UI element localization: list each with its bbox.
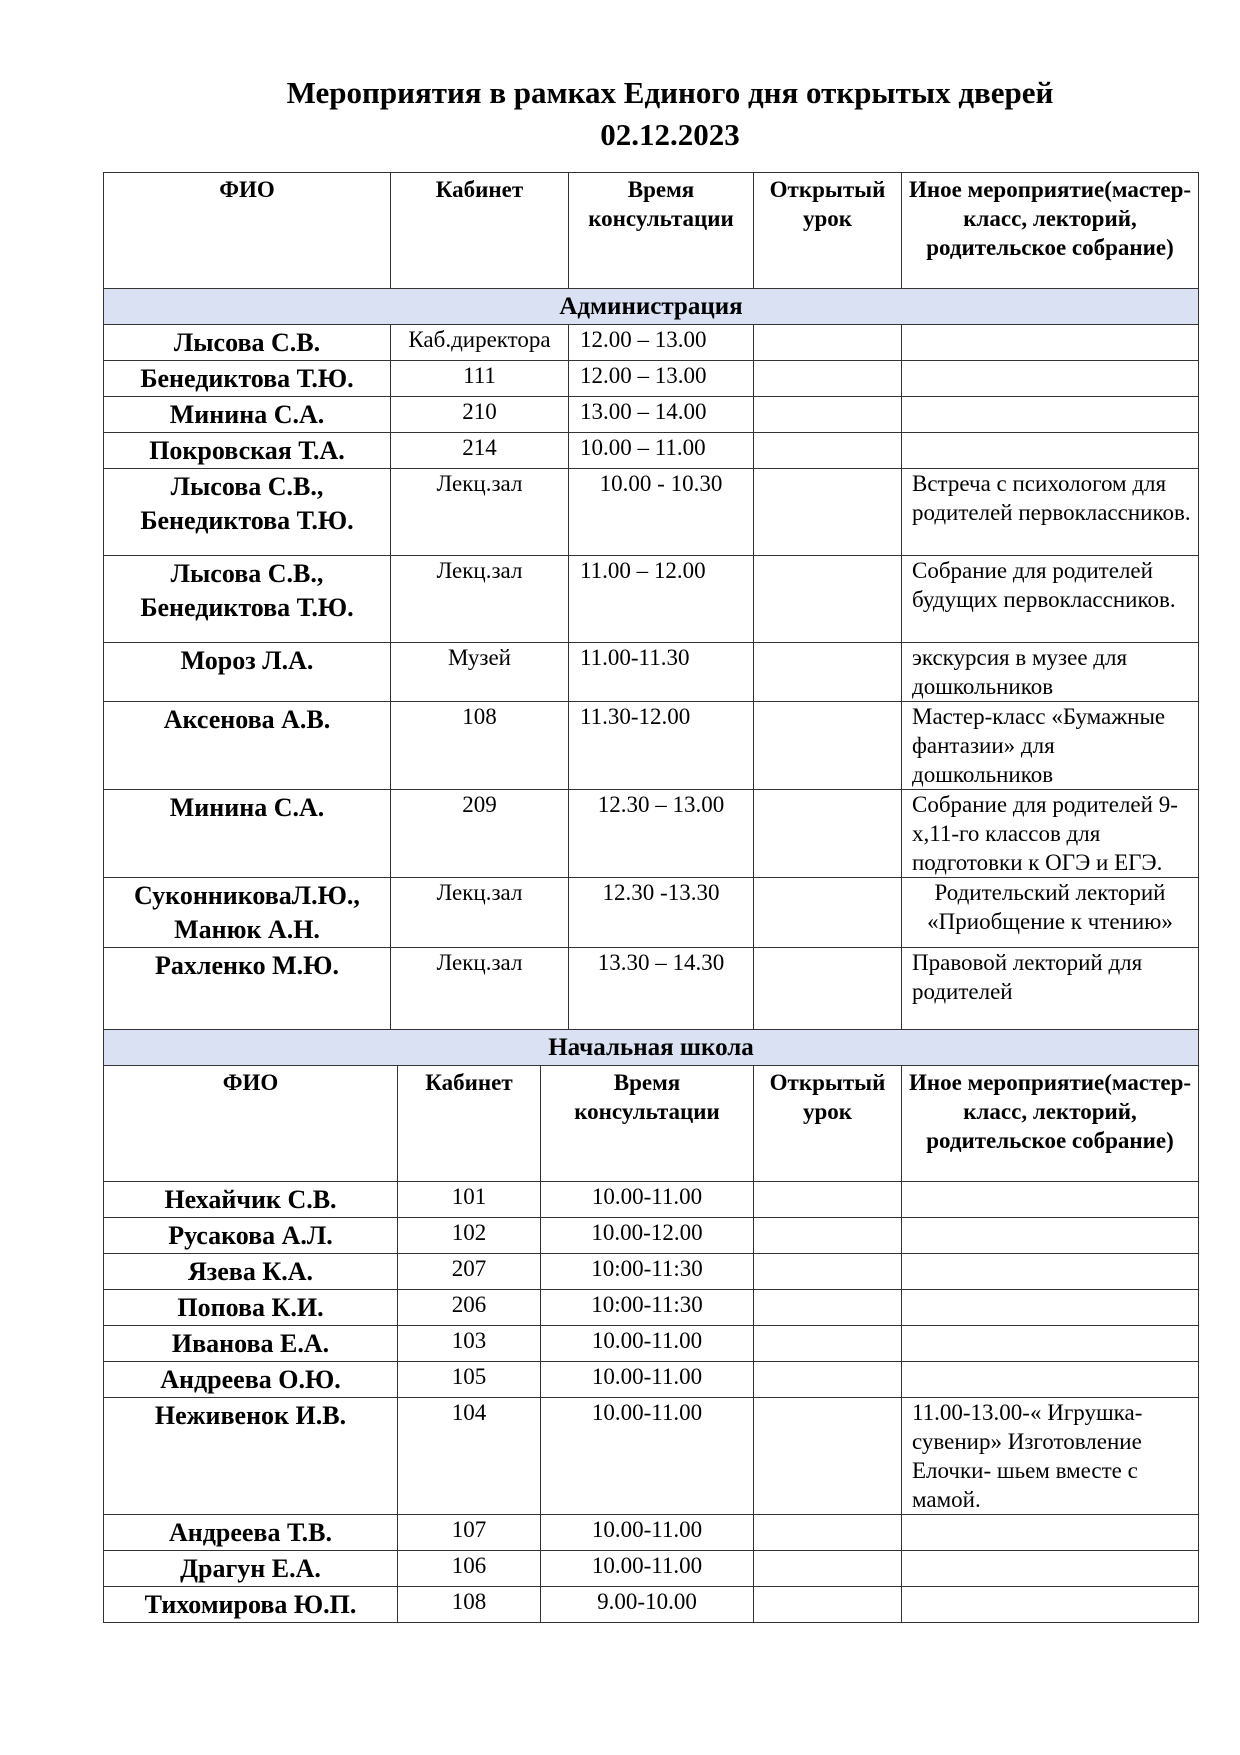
fio-cell: Русакова А.Л. <box>104 1218 398 1254</box>
event-cell <box>902 397 1199 433</box>
fio-cell: Язева К.А. <box>104 1254 398 1290</box>
room-cell: Лекц.зал <box>391 878 569 948</box>
table-row <box>104 397 1199 433</box>
event-cell <box>902 1290 1199 1326</box>
room-cell: Лекц.зал <box>391 556 569 643</box>
event-cell: Правовой лекторий для родителей <box>902 948 1199 1040</box>
time-cell: 10.00-11.00 <box>541 1398 754 1515</box>
title-line-1: Мероприятия в рамках Единого дня открытых дверей <box>286 75 1054 110</box>
fio-cell: Лысова С.В. <box>104 325 391 361</box>
table-row <box>104 1290 1199 1326</box>
section-title-admin: Администрация <box>104 289 1199 325</box>
room-cell: 207 <box>398 1254 541 1290</box>
fio-cell: Рахленко М.Ю. <box>104 948 391 1040</box>
table-row <box>104 1398 1199 1515</box>
event-cell <box>902 361 1199 397</box>
primary-table <box>103 1029 1199 1623</box>
fio-cell: Иванова Е.А. <box>104 1326 398 1362</box>
header-other-event: Иное мероприятие(мастер-класс, лекторий, родительское собрание) <box>902 1066 1199 1182</box>
open-lesson-cell <box>754 1182 902 1218</box>
time-cell: 12.30 -13.30 <box>569 878 754 948</box>
room-cell: 102 <box>398 1218 541 1254</box>
table-row <box>104 1182 1199 1218</box>
time-cell: 10.00-11.00 <box>541 1326 754 1362</box>
open-lesson-cell <box>754 643 902 702</box>
table-row <box>104 1551 1199 1587</box>
room-cell: Каб.директора <box>391 325 569 361</box>
table-row <box>104 878 1199 948</box>
event-cell: Собрание для родителей 9-х,11-го классов для подготовки к ОГЭ и ЕГЭ. <box>902 790 1199 878</box>
room-cell: 210 <box>391 397 569 433</box>
open-lesson-cell <box>754 1218 902 1254</box>
time-cell: 11.00-11.30 <box>569 643 754 702</box>
event-cell <box>902 1515 1199 1551</box>
open-lesson-cell <box>754 1290 902 1326</box>
fio-cell: Андреева Т.В. <box>104 1515 398 1551</box>
table-row <box>104 433 1199 469</box>
fio-cell: Драгун Е.А. <box>104 1551 398 1587</box>
fio-cell: СуконниковаЛ.Ю., Манюк А.Н. <box>104 878 391 948</box>
page-title <box>0 72 1240 156</box>
time-cell: 10:00-11:30 <box>541 1290 754 1326</box>
table-row <box>104 1254 1199 1290</box>
table-row <box>104 643 1199 702</box>
event-cell: Встреча с психологом для родителей первоклассников. <box>902 469 1199 556</box>
admin-rows <box>104 325 1199 1040</box>
open-lesson-cell <box>754 702 902 790</box>
table-row <box>104 1362 1199 1398</box>
time-cell: 12.00 – 13.00 <box>569 325 754 361</box>
header-other-event: Иное мероприятие(мастер-класс, лекторий, родительское собрание) <box>902 173 1199 289</box>
room-cell: 209 <box>391 790 569 878</box>
table-header-row <box>104 1066 1199 1182</box>
time-cell: 13.30 – 14.30 <box>569 948 754 1040</box>
open-lesson-cell <box>754 469 902 556</box>
open-lesson-cell <box>754 948 902 1040</box>
open-lesson-cell <box>754 1515 902 1551</box>
time-cell: 10.00 - 10.30 <box>569 469 754 556</box>
header-open-lesson: Открытый урок <box>754 1066 902 1182</box>
header-time: Время консультации <box>541 1066 754 1182</box>
room-cell: 108 <box>391 702 569 790</box>
table-row <box>104 1218 1199 1254</box>
room-cell: 106 <box>398 1551 541 1587</box>
open-lesson-cell <box>754 1551 902 1587</box>
primary-rows <box>104 1182 1199 1623</box>
open-lesson-cell <box>754 1398 902 1515</box>
room-cell: 103 <box>398 1326 541 1362</box>
room-cell: 111 <box>391 361 569 397</box>
event-cell <box>902 325 1199 361</box>
open-lesson-cell <box>754 878 902 948</box>
header-room: Кабинет <box>398 1066 541 1182</box>
table-row <box>104 469 1199 556</box>
table-row <box>104 1587 1199 1623</box>
event-cell: Мастер-класс «Бумажные фантазии» для дошкольников <box>902 702 1199 790</box>
table-header-row <box>104 173 1199 289</box>
room-cell: 101 <box>398 1182 541 1218</box>
event-cell <box>902 1587 1199 1623</box>
table-row <box>104 556 1199 643</box>
time-cell: 11.00 – 12.00 <box>569 556 754 643</box>
open-lesson-cell <box>754 397 902 433</box>
room-cell: Лекц.зал <box>391 469 569 556</box>
fio-cell: Попова К.И. <box>104 1290 398 1326</box>
time-cell: 11.30-12.00 <box>569 702 754 790</box>
room-cell: 108 <box>398 1587 541 1623</box>
event-cell <box>902 1182 1199 1218</box>
open-lesson-cell <box>754 361 902 397</box>
table-row <box>104 948 1199 1040</box>
table-row <box>104 325 1199 361</box>
open-lesson-cell <box>754 433 902 469</box>
time-cell: 12.30 – 13.00 <box>569 790 754 878</box>
open-lesson-cell <box>754 790 902 878</box>
fio-cell: Аксенова А.В. <box>104 702 391 790</box>
fio-cell: Покровская Т.А. <box>104 433 391 469</box>
time-cell: 10.00-11.00 <box>541 1551 754 1587</box>
fio-cell: Бенедиктова Т.Ю. <box>104 361 391 397</box>
time-cell: 9.00-10.00 <box>541 1587 754 1623</box>
time-cell: 10.00-11.00 <box>541 1515 754 1551</box>
fio-cell: Минина С.А. <box>104 397 391 433</box>
event-cell <box>902 1326 1199 1362</box>
section-row-admin <box>104 289 1199 325</box>
header-room: Кабинет <box>391 173 569 289</box>
event-cell <box>902 1362 1199 1398</box>
header-fio: ФИО <box>104 173 391 289</box>
event-cell: 11.00-13.00-« Игрушка-сувенир» Изготовление Елочки- шьем вместе с мамой. <box>902 1398 1199 1515</box>
room-cell: 214 <box>391 433 569 469</box>
time-cell: 10:00-11:30 <box>541 1254 754 1290</box>
section-row-primary <box>104 1030 1199 1066</box>
open-lesson-cell <box>754 325 902 361</box>
time-cell: 10.00-11.00 <box>541 1182 754 1218</box>
event-cell <box>902 1551 1199 1587</box>
admin-table <box>103 172 1199 1040</box>
section-title-primary: Начальная школа <box>104 1030 1199 1066</box>
event-cell: экскурсия в музее для дошкольников <box>902 643 1199 702</box>
header-fio: ФИО <box>104 1066 398 1182</box>
open-lesson-cell <box>754 1326 902 1362</box>
fio-cell: Лысова С.В., Бенедиктова Т.Ю. <box>104 556 391 643</box>
room-cell: Лекц.зал <box>391 948 569 1040</box>
table-row <box>104 702 1199 790</box>
event-cell <box>902 1218 1199 1254</box>
time-cell: 10.00-11.00 <box>541 1362 754 1398</box>
event-cell <box>902 433 1199 469</box>
room-cell: 105 <box>398 1362 541 1398</box>
time-cell: 10.00 – 11.00 <box>569 433 754 469</box>
table-row <box>104 1515 1199 1551</box>
table-row <box>104 1326 1199 1362</box>
title-date: 02.12.2023 <box>600 117 740 152</box>
fio-cell: Минина С.А. <box>104 790 391 878</box>
time-cell: 13.00 – 14.00 <box>569 397 754 433</box>
event-cell <box>902 1254 1199 1290</box>
open-lesson-cell <box>754 1254 902 1290</box>
fio-cell: Андреева О.Ю. <box>104 1362 398 1398</box>
header-open-lesson: Открытый урок <box>754 173 902 289</box>
room-cell: 107 <box>398 1515 541 1551</box>
event-cell: Собрание для родителей будущих первоклассников. <box>902 556 1199 643</box>
room-cell: 206 <box>398 1290 541 1326</box>
header-time: Время консультации <box>569 173 754 289</box>
time-cell: 12.00 – 13.00 <box>569 361 754 397</box>
table-row <box>104 790 1199 878</box>
fio-cell: Нехайчик С.В. <box>104 1182 398 1218</box>
fio-cell: Тихомирова Ю.П. <box>104 1587 398 1623</box>
event-cell: Родительский лекторий «Приобщение к чтению» <box>902 878 1199 948</box>
time-cell: 10.00-12.00 <box>541 1218 754 1254</box>
open-lesson-cell <box>754 1587 902 1623</box>
room-cell: 104 <box>398 1398 541 1515</box>
fio-cell: Лысова С.В., Бенедиктова Т.Ю. <box>104 469 391 556</box>
table-row <box>104 361 1199 397</box>
room-cell: Музей <box>391 643 569 702</box>
fio-cell: Неживенок И.В. <box>104 1398 398 1515</box>
open-lesson-cell <box>754 556 902 643</box>
fio-cell: Мороз Л.А. <box>104 643 391 702</box>
open-lesson-cell <box>754 1362 902 1398</box>
